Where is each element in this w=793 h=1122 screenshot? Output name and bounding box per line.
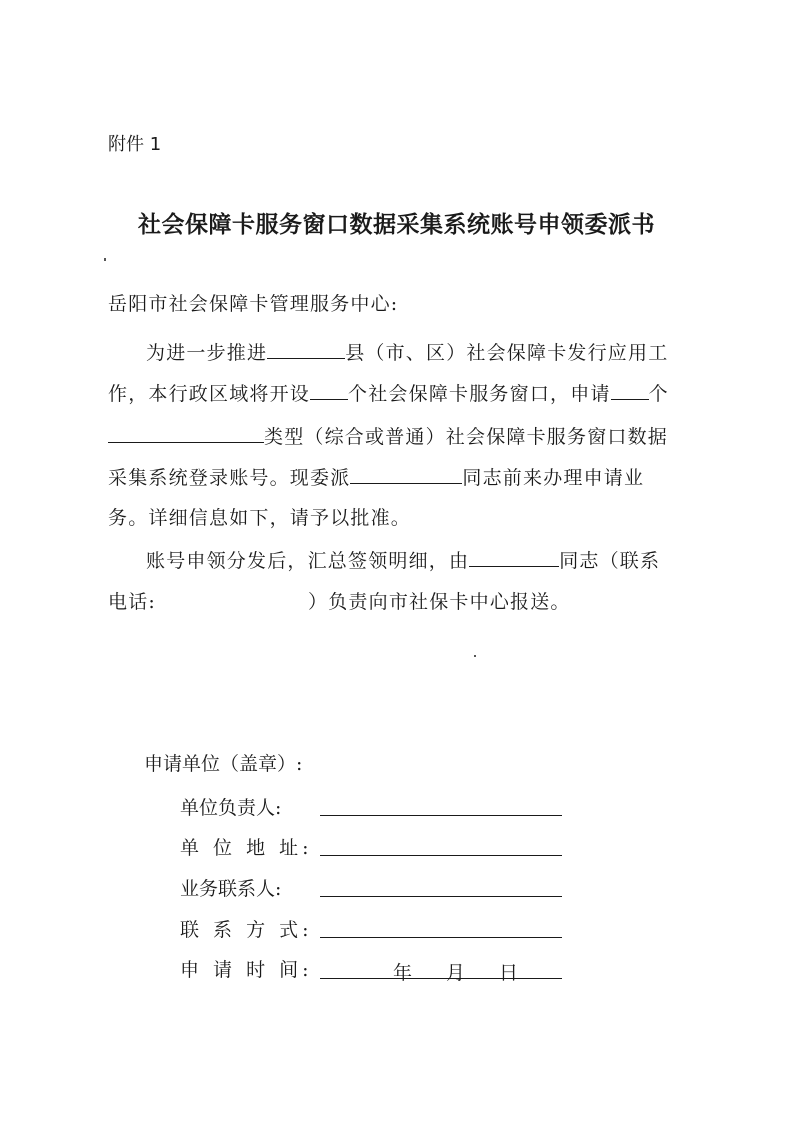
unit-leader-line	[320, 815, 562, 816]
account-count-blank	[611, 381, 649, 400]
text-segment: ）负责向市社保卡中心报送。	[308, 591, 571, 613]
text-segment: 同志（联系	[559, 550, 661, 572]
application-time-label: 申 请 时 间:	[180, 959, 313, 981]
text-segment: 类型（综合或普通）社会保障卡服务窗口数据	[264, 426, 669, 448]
unit-address-line	[320, 855, 562, 856]
window-count-blank	[310, 381, 348, 400]
text-segment: 个社会保障卡服务窗口，申请	[348, 383, 611, 405]
text-segment: 作，本行政区域将开设	[108, 383, 311, 405]
text-segment: 采集系统登录账号。现委派	[108, 467, 351, 489]
text-segment: 同志前来办理申请业	[462, 467, 645, 489]
text-segment: 电话:	[108, 591, 157, 613]
applicant-unit-label: 申请单位（盖章）:	[144, 753, 303, 775]
text-segment: 账号申领分发后，汇总签领明细，由	[146, 550, 470, 572]
salutation: 岳阳市社会保障卡管理服务中心:	[108, 293, 399, 315]
paragraph-line-6	[146, 548, 660, 573]
unit-address-label: 单 位 地 址:	[180, 837, 313, 859]
paragraph-line-4	[108, 465, 644, 490]
scan-speck	[104, 258, 106, 261]
paragraph-line-3	[108, 424, 668, 449]
paragraph-line-7	[108, 590, 571, 614]
text-segment: 为进一步推进	[146, 342, 268, 364]
contact-method-label: 联 系 方 式:	[180, 919, 313, 941]
reporter-name-blank	[469, 548, 559, 567]
document-title: 社会保障卡服务窗口数据采集系统账号申领委派书	[138, 211, 655, 238]
delegate-name-blank	[350, 465, 462, 484]
contact-method-line	[320, 937, 562, 938]
paragraph-line-1	[146, 340, 668, 365]
scan-speck	[474, 655, 476, 657]
paragraph-line-5: 务。详细信息如下，请予以批准。	[108, 507, 412, 529]
type-blank	[108, 424, 264, 443]
business-contact-label: 业务联系人:	[180, 878, 282, 900]
unit-leader-label: 单位负责人:	[180, 797, 282, 819]
paragraph-line-2	[108, 381, 669, 406]
county-blank	[267, 340, 345, 359]
business-contact-line	[320, 896, 562, 897]
month-label: 月	[446, 962, 466, 984]
day-label: 日	[499, 962, 519, 984]
year-label: 年	[393, 962, 413, 984]
text-segment: 个	[648, 383, 669, 405]
application-time-line	[320, 978, 562, 979]
text-segment: 县（市、区）社会保障卡发行应用工	[345, 342, 669, 364]
attachment-label: 附件 1	[108, 134, 162, 155]
